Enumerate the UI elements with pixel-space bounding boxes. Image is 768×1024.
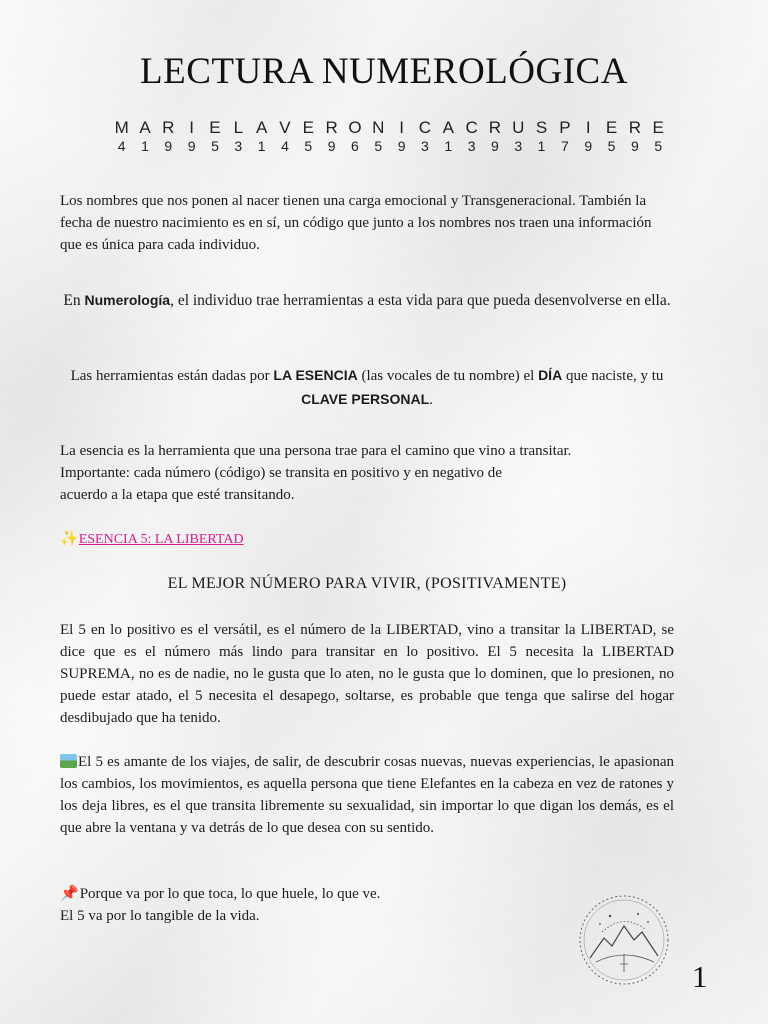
herramientas-bold-clave: CLAVE PERSONAL: [301, 391, 430, 407]
herramientas-text-3: que naciste, y tu: [562, 368, 664, 384]
name-number: 1: [537, 138, 546, 154]
name-numbers-row: [110, 138, 670, 154]
name-number: 7: [561, 138, 569, 154]
esencia-desc-line-1: La esencia es la herramienta que una persona trae para el camino que vino a transitar.: [60, 443, 572, 459]
name-letter: P: [559, 118, 571, 137]
esencia-desc-line-2: Importante: cada número (código) se transita en positivo y en negativo de: [60, 465, 502, 481]
numerologia-text-post: , el individuo trae herramientas a esta vida para que pueda desenvolverse en ella.: [170, 292, 671, 309]
name-number: 9: [397, 138, 406, 154]
paragraph-libertad: El 5 en lo positivo es el versátil, es el número de la LIBERTAD, vino a transitar la LIBERTAD, se dice que es el número más lindo para transitar en lo positivo. El 5 necesita la LIBERTAD SUPREMA, no es de nadie, no le gusta que lo aten, no le gusta que lo dominen, que lo presionen, no puede estar atado, el 5 necesita el desapego, soltarse, es probable que tenga que salirse del hogar desdibujado que ha tenido.: [60, 622, 674, 726]
name-number: 9: [187, 138, 196, 154]
name-letter: O: [348, 118, 362, 137]
name-number: 9: [584, 138, 593, 154]
essence-heading-text: ESENCIA 5: LA LIBERTAD: [78, 532, 244, 547]
name-letter: E: [605, 118, 618, 137]
name-number: 1: [257, 138, 266, 154]
numerologia-paragraph: [60, 288, 674, 313]
name-letter: V: [279, 118, 291, 137]
numerologia-text-pre: En: [63, 292, 85, 309]
name-number: 4: [117, 138, 126, 154]
name-letter: R: [488, 118, 502, 137]
name-letter: L: [233, 118, 244, 137]
page-number: 1: [692, 959, 708, 994]
name-letter: E: [209, 118, 221, 137]
name-number: 5: [654, 138, 663, 154]
section-subtitle: EL MEJOR NÚMERO PARA VIVIR, (POSITIVAMENTE): [167, 575, 567, 592]
esencia-description: [60, 440, 674, 506]
name-letter: A: [139, 118, 151, 137]
herramientas-text-1: Las herramientas están dadas por: [70, 368, 274, 384]
sparkles-icon: ✨: [60, 531, 79, 547]
name-number: 1: [444, 138, 453, 154]
herramientas-bold-dia: DÍA: [538, 367, 563, 383]
name-letter: R: [325, 118, 338, 137]
name-letter: N: [372, 118, 385, 137]
name-number: 5: [607, 138, 616, 154]
name-letters-row: [110, 118, 670, 138]
name-number: 5: [374, 138, 383, 154]
name-number: 6: [351, 138, 359, 154]
name-number: 9: [630, 138, 639, 154]
name-number: 1: [141, 138, 149, 154]
road-icon: [60, 754, 77, 768]
name-letter: M: [114, 118, 129, 137]
name-letter: R: [628, 118, 642, 137]
paragraph-viajes-text: El 5 es amante de los viajes, de salir, de descubrir cosas nuevas, nuevas experiencias, le apasionan los cambios, los movimientos, es aquella persona que tiene Elefantes en la cabeza en vez de ratones y los deja libres, es el que transita libremente su sexualidad, sin importar lo que digan los demás, es el que abre la ventana y va detrás de lo que desea con su sentido.: [60, 754, 674, 836]
name-number: 3: [514, 138, 523, 154]
essence-heading: [60, 529, 244, 548]
pushpin-icon: 📌: [60, 886, 79, 902]
name-letter: A: [255, 118, 268, 137]
herramientas-bold-esencia: LA ESENCIA: [273, 367, 358, 383]
name-letter: E: [652, 118, 664, 137]
name-letter: I: [585, 118, 591, 137]
name-letter: E: [302, 118, 314, 137]
herramientas-paragraph: [60, 364, 674, 412]
name-letter: C: [418, 118, 432, 137]
name-number: 3: [234, 138, 243, 154]
herramientas-text-4: .: [429, 392, 433, 408]
mountain-logo-icon: [576, 892, 672, 988]
name-letter: I: [189, 118, 195, 137]
name-number: 9: [491, 138, 499, 154]
name-number: 5: [304, 138, 313, 154]
closing-line-1: Porque va por lo que toca, lo que huele, lo que ve.: [79, 886, 381, 902]
herramientas-text-2: (las vocales de tu nombre) el: [357, 368, 539, 384]
name-letter: S: [535, 118, 548, 137]
name-number: 9: [164, 138, 173, 154]
name-letter: U: [512, 118, 525, 137]
paragraph-viajes: [60, 751, 674, 839]
esencia-desc-line-3: acuerdo a la etapa que esté transitando.: [60, 487, 295, 503]
name-letter: R: [162, 118, 175, 137]
name-letter: A: [442, 118, 454, 137]
page-title: LECTURA NUMEROLÓGICA: [140, 51, 628, 92]
name-letter: C: [465, 118, 478, 137]
name-number: 9: [327, 138, 336, 154]
closing-line-2: El 5 va por lo tangible de la vida.: [60, 908, 260, 924]
numerologia-bold: Numerología: [84, 292, 171, 308]
name-number: 3: [467, 138, 476, 154]
name-number: 3: [421, 138, 429, 154]
name-number: 5: [211, 138, 219, 154]
intro-paragraph: Los nombres que nos ponen al nacer tienen una carga emocional y Transgeneracional. También la fecha de nuestro nacimiento es en sí, un código que junto a los nombres nos traen una información que es única para cada individuo.: [60, 193, 652, 253]
name-letter: I: [399, 118, 404, 137]
name-number: 4: [281, 138, 289, 154]
